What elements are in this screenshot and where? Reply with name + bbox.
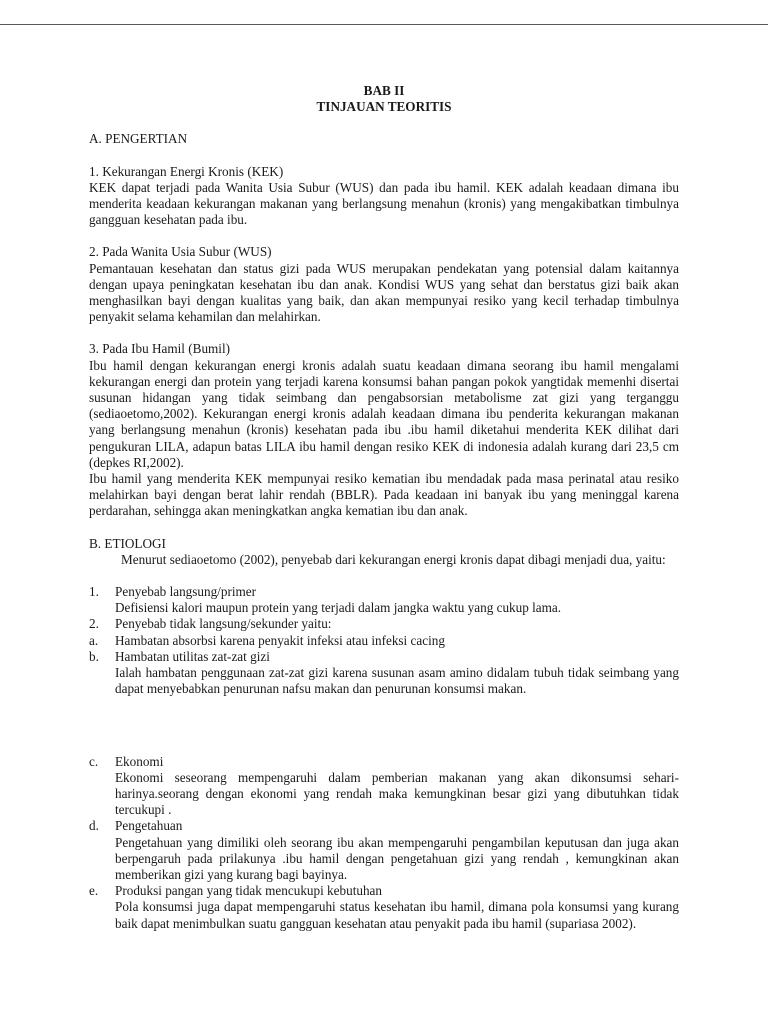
paragraph-bumil-risk: Ibu hamil yang menderita KEK mempunyai resiko kematian ibu mendadak pada masa perinatal atau resiko melahirkan bayi dengan berat lahir rendah (BBLR). Pada keadaan ini banyak ibu yang meninggal karena perdarahan, sehingga akan meningkatkan angka kematian ibu dan anak. bbox=[89, 471, 679, 519]
list-item-title: Produksi pangan yang tidak mencukupi kebutuhan bbox=[115, 883, 382, 899]
list-item-title: Ekonomi bbox=[115, 753, 164, 769]
paragraph-wus: Pemantauan kesehatan dan status gizi pada WUS merupakan pendekatan yang potensial dalam kaitannya dengan upaya peningkatan kesehatan ibu dan anak. Kondisi WUS yang sehat dan berstatus gizi baik akan menghasilkan bayi dengan kualitas yang baik, dan akan mempunyai resiko yang kecil terhadap timbulnya penyakit selama kehamilan dan melahirkan. bbox=[89, 260, 679, 325]
list-item bbox=[89, 584, 679, 600]
paragraph-bumil: Ibu hamil dengan kekurangan energi kronis adalah suatu keadaan dimana seorang ibu hamil mengalami kekurangan energi dan protein yang terjadi karena konsumsi bahan pangan pokok yangtidak memenhi disertai susunan hidangan yang tidak seimbang dan pengabsorsian metabolisme zat gizi yang terganggu (sediaoetomo,2002). Kekurangan energi kronis adalah keadaan dimana ibu penderita kekurangan makanan yang berlangsung menahun (kronis) kesehatan pada ibu .ibu hamil diketahui menderita KEK dilihat dari pengukuran LILA, adapun batas LILA ibu hamil dengan resiko KEK di indonesia adalah kurang dari 23,5 cm (depkes RI,2002). bbox=[89, 357, 679, 470]
list-item bbox=[89, 883, 679, 899]
list-marker: a. bbox=[89, 632, 99, 648]
list-marker: 2. bbox=[89, 616, 99, 632]
list-item bbox=[89, 818, 679, 834]
paragraph-etiologi-intro: Menurut sediaoetomo (2002), penyebab dari kekurangan energi kronis dapat dibagi menjadi dua, yaitu: bbox=[121, 551, 666, 567]
section-a-heading: A. PENGERTIAN bbox=[89, 131, 188, 147]
list-item-title: Penyebab tidak langsung/sekunder yaitu: bbox=[115, 616, 332, 632]
list-item-title: Penyebab langsung/primer bbox=[115, 584, 256, 600]
subheading-bumil: 3. Pada Ibu Hamil (Bumil) bbox=[89, 341, 231, 357]
list-item-title: Hambatan utilitas zat-zat gizi bbox=[115, 648, 270, 664]
list-item bbox=[89, 754, 679, 770]
list-item bbox=[89, 633, 679, 649]
page-top-border bbox=[0, 24, 768, 25]
list-marker: 1. bbox=[89, 584, 99, 600]
list-item-description: Pengetahuan yang dimiliki oleh seorang ibu akan mempengaruhi pengambilan keputusan dan juga akan berpengaruh pada prilakunya .ibu hamil dengan pengetahuan gizi yang rendah , kemungkinan akan memberikan gizi yang kurang bagi bayinya. bbox=[115, 834, 679, 882]
subheading-kek: 1. Kekurangan Energi Kronis (KEK) bbox=[89, 163, 284, 179]
list-item-title: Hambatan absorbsi karena penyakit infeksi atau infeksi cacing bbox=[115, 632, 445, 648]
paragraph-kek: KEK dapat terjadi pada Wanita Usia Subur (WUS) dan pada ibu hamil. KEK adalah keadaan dimana ibu menderita keadaan kekurangan makanan yang berlangsung menahun (kronis) yang mengakibatkan timbulnya gangguan kesehatan pada ibu. bbox=[89, 179, 679, 228]
chapter-title: TINJAUAN TEORITIS bbox=[316, 99, 452, 115]
list-item-title: Pengetahuan bbox=[115, 818, 183, 834]
list-marker: e. bbox=[89, 883, 99, 899]
list-item bbox=[89, 616, 679, 632]
list-item-description: Ekonomi seseorang mempengaruhi dalam pemberian makanan yang akan dikonsumsi sehari-harinya.seorang dengan ekonomi yang rendah maka kemungkinan besar gizi yang dibutuhkan tidak tercukupi . bbox=[115, 769, 679, 818]
chapter-number: BAB II bbox=[363, 83, 405, 98]
list-item-description: Pola konsumsi juga dapat mempengaruhi status kesehatan ibu hamil, dimana pola konsumsi yang kurang baik dapat menimbulkan suatu gangguan kesehatan atau penyakit pada ibu hamil (supariasa 2002). bbox=[115, 899, 679, 931]
document-page bbox=[89, 83, 679, 932]
list-item-description: Defisiensi kalori maupun protein yang terjadi dalam jangka waktu yang cukup lama. bbox=[115, 600, 562, 616]
list-item-description: Ialah hambatan penggunaan zat-zat gizi karena susunan asam amino didalam tubuh tidak seimbang yang dapat menyebabkan penurunan nafsu makan dan penurunan konsumsi makan. bbox=[115, 665, 679, 697]
list-marker: d. bbox=[89, 818, 99, 834]
list-marker: b. bbox=[89, 648, 99, 664]
section-b-heading: B. ETIOLOGI bbox=[89, 535, 166, 551]
list-item bbox=[89, 649, 679, 665]
subheading-wus: 2. Pada Wanita Usia Subur (WUS) bbox=[89, 244, 272, 260]
list-marker: c. bbox=[89, 753, 99, 769]
